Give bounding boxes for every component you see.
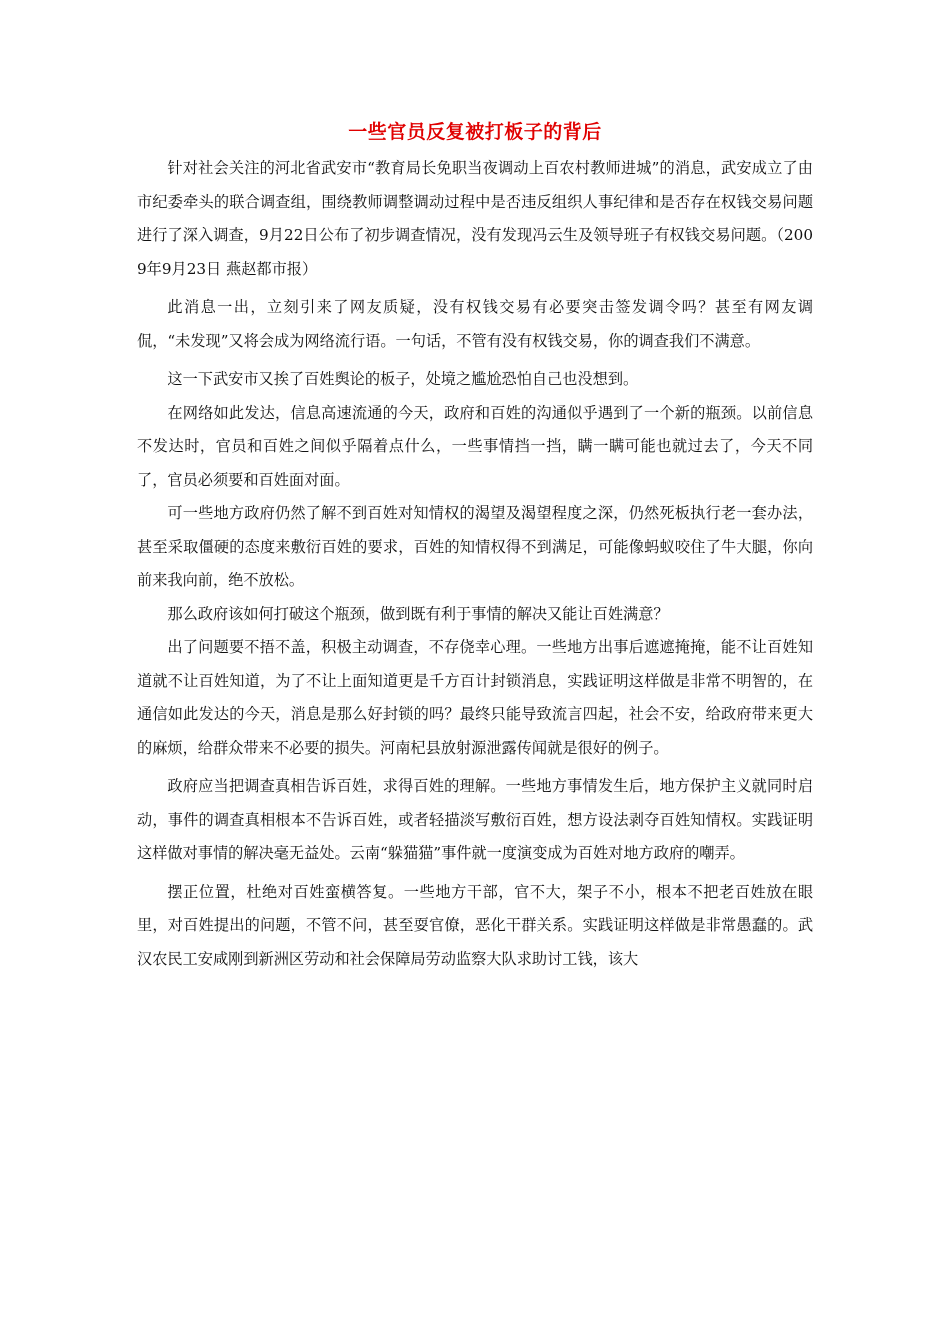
paragraph-5: 可一些地方政府仍然了解不到百姓对知情权的渴望及渴望程度之深，仍然死板执行老一套办法，甚至采取僵硬的态度来敷衍百姓的要求，百姓的知情权得不到满足，可能像蚂蚁咬住了牛大腿，你向前来我向前，绝不放松。 [137,504,813,589]
paragraph-4: 在网络如此发达，信息高速流通的今天，政府和百姓的沟通似乎遇到了一个新的瓶颈。以前信息不发达时，官员和百姓之间似乎隔着点什么，一些事情挡一挡，瞒一瞒可能也就过去了，今天不同了，官员必须要和百姓面对面。 [137,403,813,489]
paragraph-1: 针对社会关注的河北省武安市“教育局长免职当夜调动上百农村教师进城”的消息，武安成立了由市纪委牵头的联合调查组，围绕教师调整调动过程中是否违反组织人事纪律和是否存在权钱交易问题进行了深入调查，9月22日公布了初步调查情况，没有发现冯云生及领导班子有权钱交易问题。（2009年9月23日 燕赵都市报） [137,159,813,278]
paragraph-8: 政府应当把调查真相告诉百姓，求得百姓的理解。一些地方事情发生后，地方保护主义就同时启动，事件的调查真相根本不告诉百姓，或者轻描淡写敷衍百姓，想方设法剥夺百姓知情权。实践证明这样做对事情的解决毫无益处。云南“躲猫猫”事件就一度演变成为百姓对地方政府的嘲弄。 [137,777,813,862]
paragraph-2: 此消息一出，立刻引来了网友质疑，没有权钱交易有必要突击签发调令吗？甚至有网友调侃，“未发现”又将会成为网络流行语。一句话，不管有没有权钱交易，你的调查我们不满意。 [137,298,813,350]
document-page [137,118,813,976]
paragraph-9: 摆正位置，杜绝对百姓蛮横答复。一些地方干部，官不大，架子不小，根本不把老百姓放在眼里，对百姓提出的问题，不管不问，甚至耍官僚，恶化干群关系。实践证明这样做是非常愚蠢的。武汉农民工安咸刚到新洲区劳动和社会保障局劳动监察大队求助讨工钱，该大 [137,882,813,968]
paragraph-7: 出了问题要不捂不盖，积极主动调查，不存侥幸心理。一些地方出事后遮遮掩掩，能不让百姓知道就不让百姓知道，为了不让上面知道更是千方百计封锁消息，实践证明这样做是非常不明智的，在通信如此发达的今天，消息是那么好封锁的吗？最终只能导致流言四起，社会不安，给政府带来更大的麻烦，给群众带来不必要的损失。河南杞县放射源泄露传闻就是很好的例子。 [137,638,813,757]
article-title: 一些官员反复被打板子的背后 [348,121,602,143]
paragraph-6: 那么政府该如何打破这个瓶颈，做到既有利于事情的解决又能让百姓满意？ [167,604,669,623]
paragraph-3: 这一下武安市又挨了百姓舆论的板子，处境之尴尬恐怕自己也没想到。 [167,370,639,388]
